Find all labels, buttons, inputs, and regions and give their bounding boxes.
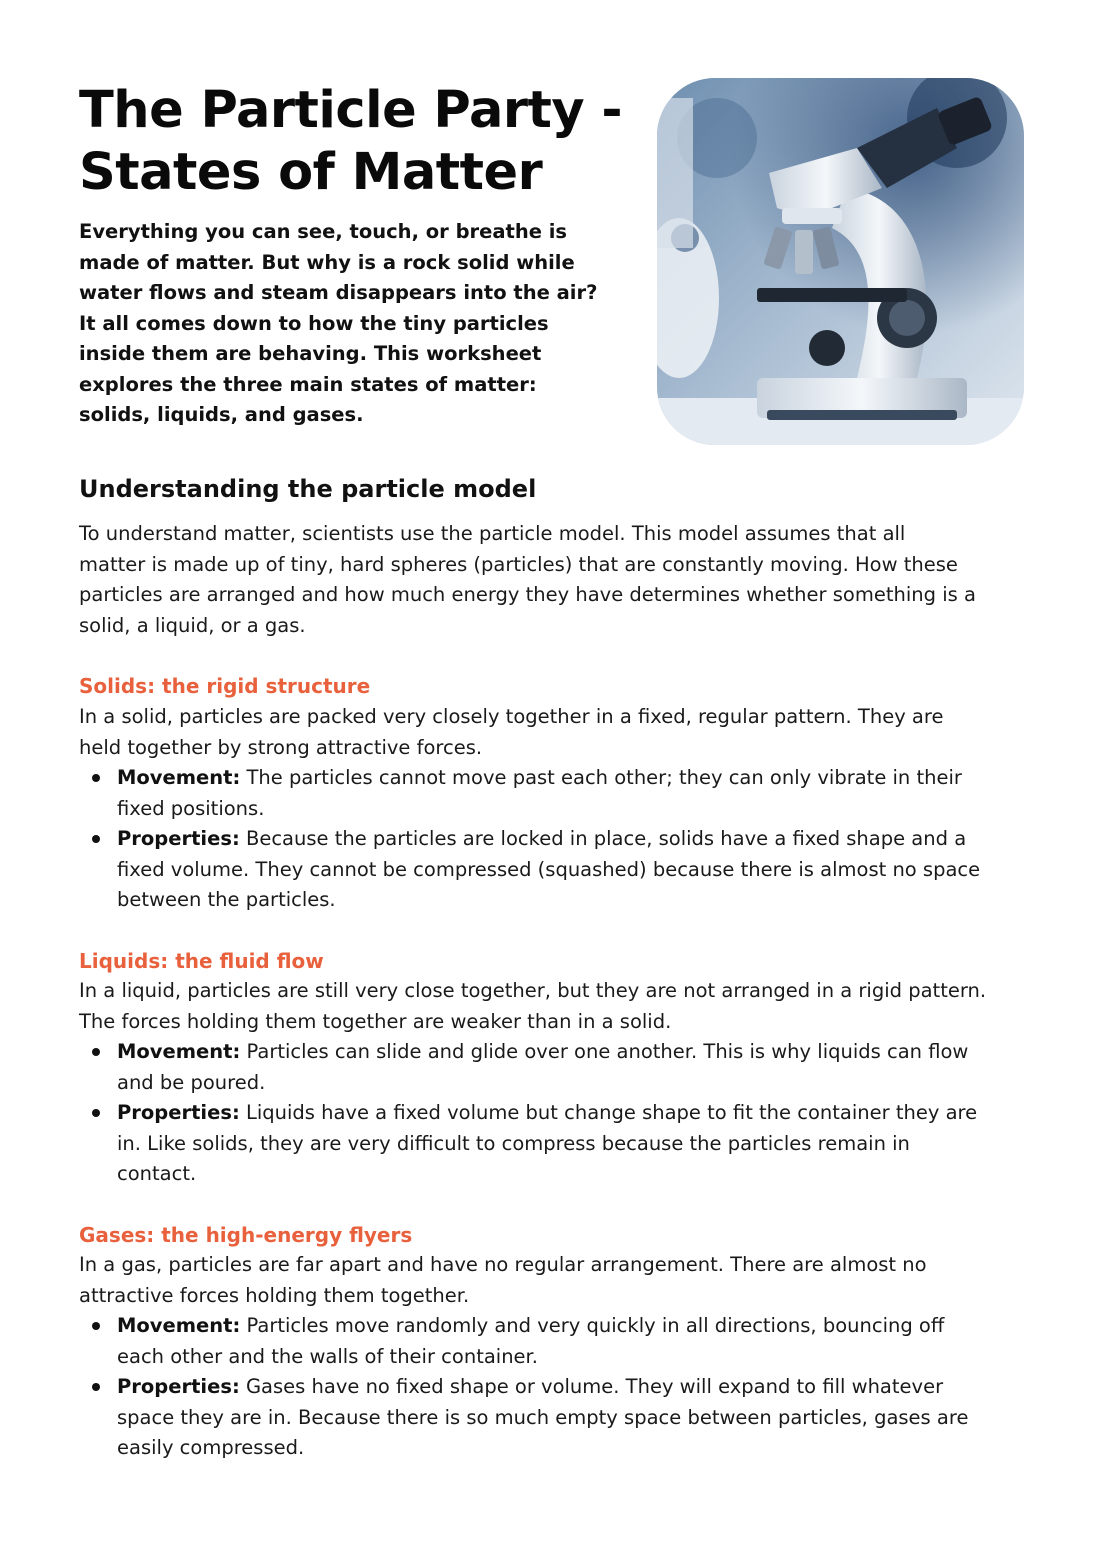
bullet-label: Properties: xyxy=(117,827,240,850)
microscope-icon xyxy=(657,78,1024,445)
list-item-solids-movement xyxy=(117,763,1037,824)
paragraph-line: In a liquid, particles are still very close together, but they are not arranged in a rigid pattern. xyxy=(79,979,987,1002)
intro-line: made of matter. But why is a rock solid while xyxy=(79,250,575,274)
paragraph-line: held together by strong attractive forces. xyxy=(79,735,483,759)
paragraph-line: particles are arranged and how much energy they have determines whether something is a xyxy=(79,583,976,606)
bullet-text: between the particles. xyxy=(117,888,336,911)
intro-line: inside them are behaving. This worksheet xyxy=(79,342,542,365)
intro-line: water flows and steam disappears into the air? xyxy=(79,281,598,304)
paragraph-line: attractive forces holding them together. xyxy=(79,1283,470,1307)
title-line: States of Matter xyxy=(79,143,543,202)
list-item-gases-properties xyxy=(117,1372,1037,1464)
list-item-liquids-movement xyxy=(117,1037,1037,1098)
bullet-text: each other and the walls of their container. xyxy=(117,1344,538,1368)
bullet-text: Particles move randomly and very quickly in all directions, bouncing off xyxy=(240,1314,945,1337)
bullet-text: Liquids have a fixed volume but change shape to fit the container they are xyxy=(239,1101,978,1124)
list-item-gases-movement xyxy=(117,1311,1037,1372)
list-item-liquids-properties xyxy=(117,1098,1037,1190)
bullet-dot xyxy=(92,1322,100,1330)
liquids-paragraph xyxy=(79,976,1039,1037)
bullet-text: easily compressed. xyxy=(117,1436,305,1459)
gases-paragraph xyxy=(79,1250,1039,1311)
particle-model-paragraph xyxy=(79,519,1039,641)
bullet-label: Properties: xyxy=(117,1101,240,1124)
section-heading-gases: Gases: the high-energy flyers xyxy=(79,1223,413,1247)
bullet-text: fixed positions. xyxy=(117,796,265,820)
paragraph-line: solid, a liquid, or a gas. xyxy=(79,613,306,637)
bullet-dot xyxy=(92,774,100,782)
page-title xyxy=(79,80,639,204)
bullet-label: Properties: xyxy=(117,1375,240,1398)
section-heading-particle-model: Understanding the particle model xyxy=(79,475,537,503)
bullet-text: contact. xyxy=(117,1162,197,1185)
paragraph-line: To understand matter, scientists use the particle model. This model assumes that all xyxy=(79,522,906,545)
bullet-dot xyxy=(92,1048,100,1056)
bullet-text: and be poured. xyxy=(117,1070,266,1094)
bullet-dot xyxy=(92,835,100,843)
bullet-text: Particles can slide and glide over one another. This is why liquids can flow xyxy=(240,1040,969,1063)
bullet-text: in. Like solids, they are very difficult to compress because the particles remain in xyxy=(117,1131,910,1155)
intro-line: solids, liquids, and gases. xyxy=(79,403,364,426)
paragraph-line: matter is made up of tiny, hard spheres (particles) that are constantly moving. How these xyxy=(79,552,958,576)
intro-line: explores the three main states of matter: xyxy=(79,372,537,396)
bullet-text: Gases have no fixed shape or volume. They will expand to fill whatever xyxy=(239,1375,944,1398)
bullet-label: Movement: xyxy=(117,1314,241,1337)
paragraph-line: In a gas, particles are far apart and have no regular arrangement. There are almost no xyxy=(79,1253,927,1276)
solids-paragraph xyxy=(79,702,1039,763)
intro-paragraph xyxy=(79,217,619,431)
section-heading-solids: Solids: the rigid structure xyxy=(79,674,371,698)
paragraph-line: The forces holding them together are weaker than in a solid. xyxy=(79,1009,672,1033)
bullet-dot xyxy=(92,1383,100,1391)
section-heading-liquids: Liquids: the fluid flow xyxy=(79,949,324,973)
bullet-text: fixed volume. They cannot be compressed (squashed) because there is almost no space xyxy=(117,857,981,881)
bullet-text: The particles cannot move past each other; they can only vibrate in their xyxy=(240,766,962,789)
bullet-text: space they are in. Because there is so much empty space between particles, gases are xyxy=(117,1405,969,1429)
bullet-text: Because the particles are locked in place, solids have a fixed shape and a xyxy=(239,827,967,850)
paragraph-line: In a solid, particles are packed very closely together in a fixed, regular pattern. They are xyxy=(79,705,944,728)
bullet-label: Movement: xyxy=(117,766,241,789)
title-line: The Particle Party - xyxy=(79,81,623,140)
list-item-solids-properties xyxy=(117,824,1037,916)
intro-line: Everything you can see, touch, or breathe is xyxy=(79,220,568,243)
microscope-image xyxy=(657,78,1024,445)
intro-line: It all comes down to how the tiny particles xyxy=(79,311,549,335)
bullet-label: Movement: xyxy=(117,1040,241,1063)
bullet-dot xyxy=(92,1109,100,1117)
